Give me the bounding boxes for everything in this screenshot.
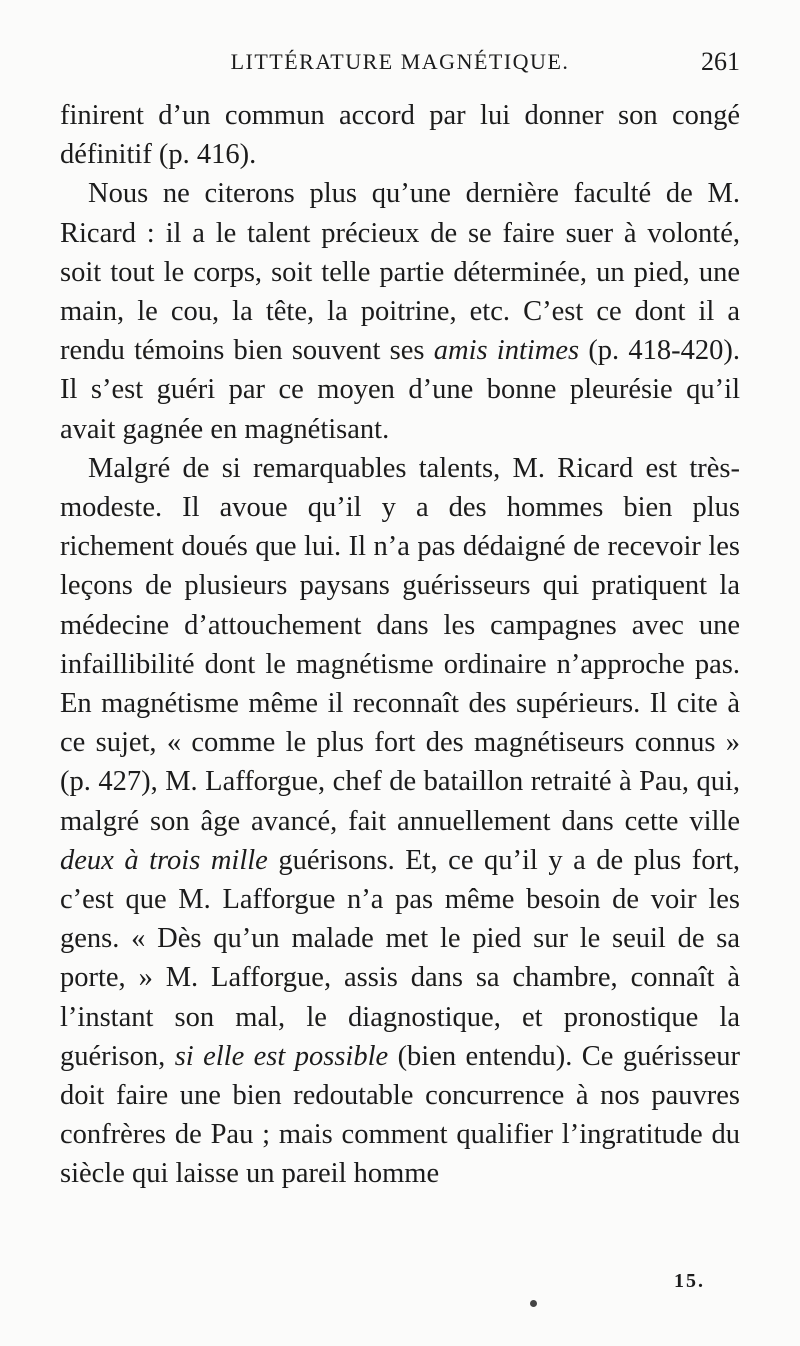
signature-mark: 15. bbox=[674, 1270, 705, 1292]
ink-dot bbox=[530, 1300, 537, 1307]
text-run: (bien entendu). Ce guérisseur doit faire une bien redoutable concurrence à nos pauvres confrères de Pau ; mais comment qualifier l’ingratitude du siècle qui laisse un pareil homme bbox=[60, 1040, 740, 1190]
italic-phrase: si elle est possible bbox=[174, 1040, 389, 1072]
text-run: (p. 418-420). Il s’est guéri par ce moyen d’une bonne pleurésie qu’il avait gagnée en magnétisant. bbox=[60, 335, 740, 445]
paragraph bbox=[60, 174, 740, 448]
paragraph bbox=[60, 449, 740, 1194]
running-head bbox=[60, 42, 740, 82]
page-number: 261 bbox=[701, 47, 740, 76]
running-title: LITTÉRATURE MAGNÉTIQUE. bbox=[230, 49, 570, 74]
body-text bbox=[60, 96, 740, 1194]
text-run: finirent d’un commun accord par lui donner son congé définitif (p. 416). bbox=[60, 100, 740, 171]
italic-phrase: deux à trois mille bbox=[60, 844, 268, 876]
text-run: Nous ne citerons plus qu’une dernière faculté de M. Ricard : il a le talent précieux de se faire suer à volonté, soit tout le corps, soit telle partie déterminée, un pied, une main, le cou, la tête, la poitrine, etc. C’est ce dont il a rendu témoins bien souvent ses bbox=[60, 178, 740, 367]
text-run: guérisons. Et, ce qu’il y a de plus fort, c’est que M. Lafforgue n’a pas même besoin de voir les gens. « Dès qu’un malade met le pied sur le seuil de sa porte, » M. Lafforgue, assis dans sa chambre, connaît à l’instant son mal, le diagnostique, et pronostique la guérison, bbox=[60, 844, 741, 1072]
paragraph bbox=[60, 96, 740, 174]
text-run: Malgré de si remarquables talents, M. Ricard est très-modeste. Il avoue qu’il y a des hommes bien plus richement doués que lui. Il n’a pas dédaigné de recevoir les leçons de plusieurs paysans guérisseurs qui pratiquent la médecine d’attouchement dans les campagnes avec une infaillibilité dont le magnétisme ordinaire n’approche pas. En magnétisme même il reconnaît des supérieurs. Il cite à ce sujet, « comme le plus fort des magnétiseurs connus » (p. 427), M. Lafforgue, chef de bataillon retraité à Pau, qui, malgré son âge avancé, fait annuellement dans cette ville bbox=[60, 452, 740, 837]
italic-phrase: amis intimes bbox=[433, 335, 580, 367]
